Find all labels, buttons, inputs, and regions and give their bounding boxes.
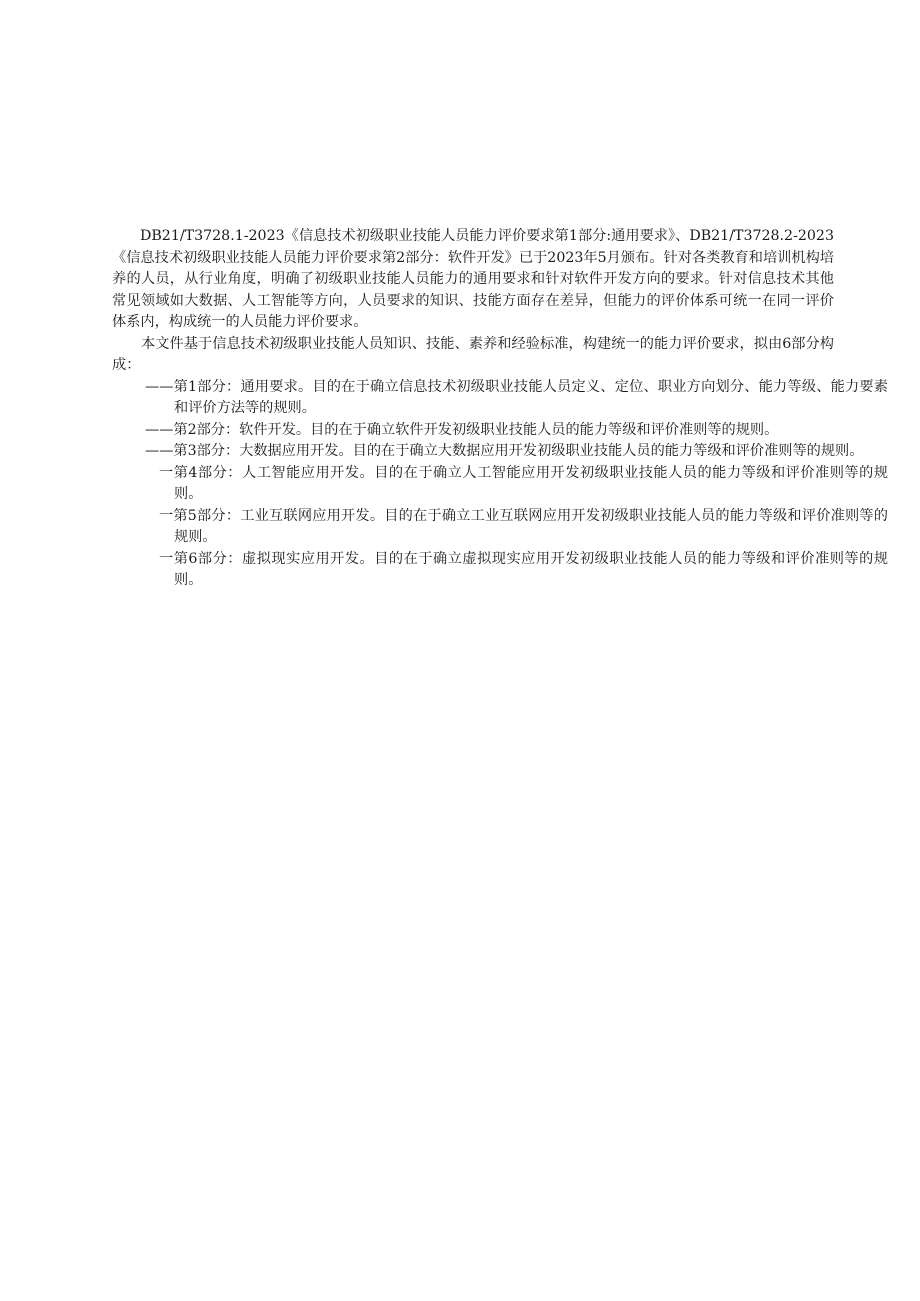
- list-item-part-4: 一第4部分：人工智能应用开发。目的在于确立人工智能应用开发初级职业技能人员的能力等级和评价准则等的规则。: [159, 464, 888, 502]
- list-item-part-2: ——第2部分：软件开发。目的在于确立软件开发初级职业技能人员的能力等级和评价准则等的规则。: [145, 421, 779, 438]
- document-body: [112, 226, 888, 592]
- list-item-part-1: ——第1部分：通用要求。目的在于确立信息技术初级职业技能人员定义、定位、职业方向划分、能力等级、能力要素和评价方法等的规则。: [145, 378, 888, 416]
- structure-paragraph: 本文件基于信息技术初级职业技能人员知识、技能、素养和经验标准，构建统一的能力评价要求，拟由6部分构成：: [112, 335, 834, 373]
- list-item-part-3: ——第3部分：大数据应用开发。目的在于确立大数据应用开发初级职业技能人员的能力等级和评价准则等的规则。: [145, 443, 864, 459]
- intro-paragraph: DB21/T3728.1-2023《信息技术初级职业技能人员能力评价要求第1部分:通用要求》、DB21/T3728.2-2023《信息技术初级职业技能人员能力评价要求第2部分：软件开发》已于2023年5月颁布。针对各类教育和培训机构培养的人员，从行业角度，明确了初级职业技能人员能力的通用要求和针对软件开发方向的要求。针对信息技术其他常见领域如大数据、人工智能等方向，人员要求的知识、技能方面存在差异，但能力的评价体系可统一在同一评价体系内，构成统一的人员能力评价要求。: [112, 228, 834, 330]
- list-item-part-5: 一第5部分：工业互联网应用开发。目的在于确立工业互联网应用开发初级职业技能人员的能力等级和评价准则等的规则。: [159, 507, 888, 545]
- list-item-part-6: 一第6部分：虚拟现实应用开发。目的在于确立虚拟现实应用开发初级职业技能人员的能力等级和评价准则等的规则。: [159, 550, 888, 588]
